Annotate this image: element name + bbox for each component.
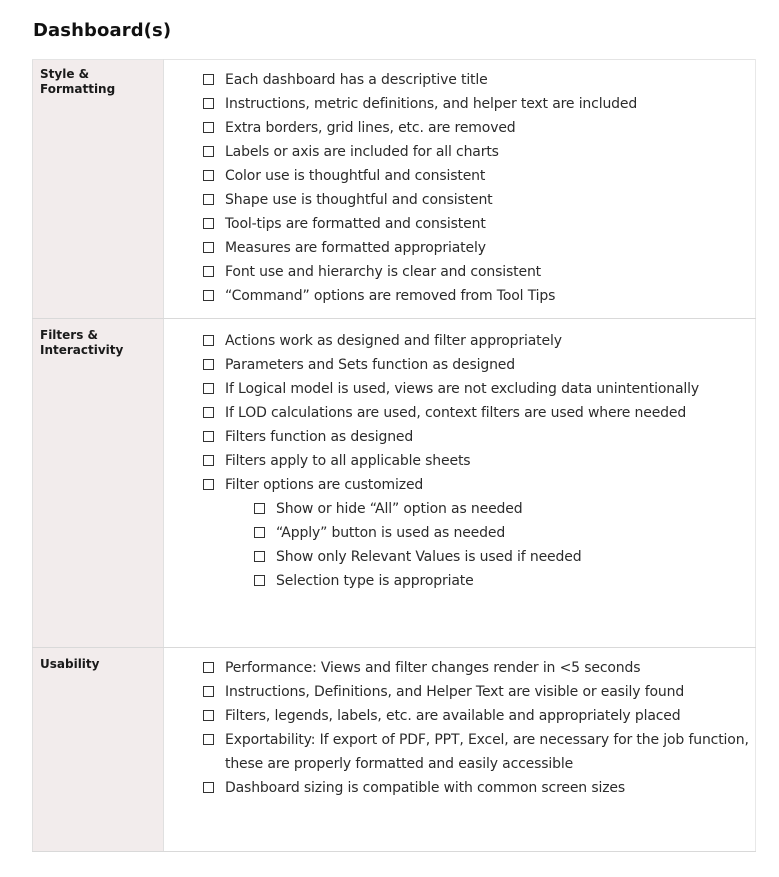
checkbox-icon[interactable]: [203, 662, 214, 673]
checkbox-icon[interactable]: [203, 710, 214, 721]
checklist-item: [203, 68, 755, 92]
checklist-subitem: [254, 569, 755, 593]
checklist-item: [203, 449, 755, 473]
checkbox-icon[interactable]: [203, 455, 214, 466]
checkbox-icon[interactable]: [203, 194, 214, 205]
checklist-item-text: Extra borders, grid lines, etc. are removed: [225, 120, 516, 136]
checkbox-icon[interactable]: [203, 170, 214, 181]
checklist-item-text: Filter options are customized: [225, 477, 424, 493]
checklist-item-text: Performance: Views and filter changes render in <5 seconds: [225, 660, 641, 676]
section-row-usability: [33, 648, 756, 852]
category-cell: [33, 60, 164, 319]
checklist-table: [32, 59, 756, 852]
checkbox-icon[interactable]: [254, 527, 265, 538]
checkbox-icon[interactable]: [203, 266, 214, 277]
checklist-item-text: If Logical model is used, views are not excluding data unintentionally: [225, 381, 699, 397]
checklist-item-text: “Apply” button is used as needed: [276, 525, 506, 541]
checklist-item-text: Font use and hierarchy is clear and consistent: [225, 264, 542, 280]
checklist-item: [203, 680, 755, 704]
checkbox-icon[interactable]: [203, 122, 214, 133]
checklist-item-text: Filters function as designed: [225, 429, 414, 445]
items-cell: [164, 648, 756, 852]
checklist-body: [33, 60, 756, 852]
checklist-item: [203, 164, 755, 188]
checklist-item-text: Tool-tips are formatted and consistent: [225, 216, 486, 232]
checklist-subitem: [254, 521, 755, 545]
checklist-item-text: Labels or axis are included for all charts: [225, 144, 499, 160]
category-label: Filters & Interactivity: [40, 328, 124, 357]
checkbox-icon[interactable]: [203, 383, 214, 394]
checkbox-icon[interactable]: [254, 503, 265, 514]
checklist-item-text: Instructions, Definitions, and Helper Text are visible or easily found: [225, 684, 685, 700]
checkbox-icon[interactable]: [203, 98, 214, 109]
checklist-item-text: Show or hide “All” option as needed: [276, 501, 523, 517]
checklist-item: [203, 425, 755, 449]
checkbox-icon[interactable]: [203, 782, 214, 793]
checkbox-icon[interactable]: [254, 551, 265, 562]
checklist-item-text: Shape use is thoughtful and consistent: [225, 192, 493, 208]
checklist-subitem: [254, 497, 755, 521]
checkbox-icon[interactable]: [203, 686, 214, 697]
checklist-item-text: “Command” options are removed from Tool Tips: [225, 288, 556, 304]
checklist-item-text: Parameters and Sets function as designed: [225, 357, 516, 373]
checklist-item: [203, 329, 755, 353]
checklist-item-text: Instructions, metric definitions, and helper text are included: [225, 96, 638, 112]
page-title: Dashboard(s): [33, 20, 172, 41]
checklist-item: [203, 704, 755, 728]
checklist-item-text: Exportability: If export of PDF, PPT, Excel, are necessary for the job function, these are properly formatted and easily accessible: [225, 732, 749, 772]
checklist-item-text: Selection type is appropriate: [276, 573, 474, 589]
checklist-item: [203, 92, 755, 116]
checklist-item-text: Actions work as designed and filter appropriately: [225, 333, 562, 349]
checkbox-icon[interactable]: [254, 575, 265, 586]
checklist-item: [203, 260, 755, 284]
checklist-item-text: If LOD calculations are used, context filters are used where needed: [225, 405, 687, 421]
checklist-item-text: Dashboard sizing is compatible with common screen sizes: [225, 780, 626, 796]
checklist-item-text: Each dashboard has a descriptive title: [225, 72, 488, 88]
checklist-item: [203, 353, 755, 377]
section-row-style-formatting: [33, 60, 756, 319]
checklist-items: [164, 60, 755, 308]
checkbox-icon[interactable]: [203, 479, 214, 490]
section-row-filters-interactivity: [33, 319, 756, 648]
checklist-item: [203, 188, 755, 212]
checkbox-icon[interactable]: [203, 74, 214, 85]
checklist-item-text: Filters, legends, labels, etc. are available and appropriately placed: [225, 708, 681, 724]
items-cell: [164, 319, 756, 648]
checkbox-icon[interactable]: [203, 359, 214, 370]
checklist-item: [203, 401, 755, 425]
category-label: Style & Formatting: [40, 67, 116, 96]
checklist-item: [203, 116, 755, 140]
category-cell: [33, 648, 164, 852]
checklist-item-text: Show only Relevant Values is used if needed: [276, 549, 582, 565]
checklist-item: [203, 212, 755, 236]
checklist-item-text: Color use is thoughtful and consistent: [225, 168, 486, 184]
category-cell: [33, 319, 164, 648]
checklist-item: [203, 728, 755, 776]
checklist-items: [164, 319, 755, 593]
checklist-item: [203, 473, 755, 497]
checklist-item-text: Filters apply to all applicable sheets: [225, 453, 471, 469]
checklist-item: [203, 284, 755, 308]
checkbox-icon[interactable]: [203, 407, 214, 418]
checklist-items: [164, 648, 755, 800]
category-label: Usability: [40, 657, 100, 671]
checklist-subitem: [254, 545, 755, 569]
checkbox-icon[interactable]: [203, 218, 214, 229]
items-cell: [164, 60, 756, 319]
checklist-item: [203, 377, 755, 401]
checklist-item: [203, 656, 755, 680]
checkbox-icon[interactable]: [203, 146, 214, 157]
checklist-item: [203, 236, 755, 260]
checkbox-icon[interactable]: [203, 242, 214, 253]
checkbox-icon[interactable]: [203, 335, 214, 346]
checklist-item-text: Measures are formatted appropriately: [225, 240, 486, 256]
checkbox-icon[interactable]: [203, 431, 214, 442]
checklist-item: [203, 776, 755, 800]
checkbox-icon[interactable]: [203, 290, 214, 301]
checkbox-icon[interactable]: [203, 734, 214, 745]
checklist-item: [203, 140, 755, 164]
